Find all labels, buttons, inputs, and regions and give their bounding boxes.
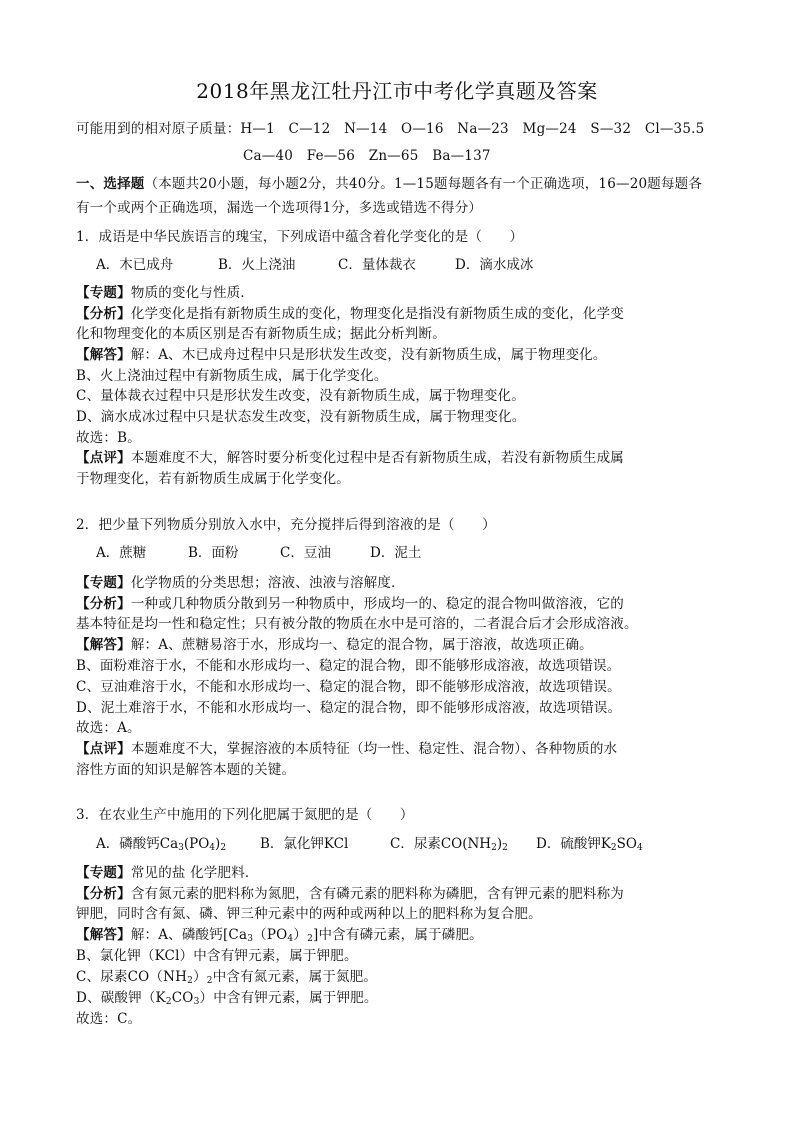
question-3-option-a: A．磷酸钙$Ca_3(PO_4)_2$ [96,836,227,853]
question-3-stem: 3．在农业生产中施用的下列化肥属于氮肥的是（ ） [76,807,414,823]
question-2-comment: 【点评】本题难度不大，掌握溶液的本质特征（均一性、稳定性、混合物）、各种物质的水 [76,741,618,757]
question-2-choice: 故选：A。 [76,720,141,736]
question-1-answer-b: B、火上浇油过程中有新物质生成，属于化学变化。 [76,368,388,384]
question-2-analysis: 【分析】一种或几种物质分散到另一种物质中，形成均一的、稳定的混合物叫做溶液，它的 [76,596,625,612]
question-2-answer-d: D、泥土难溶于水，不能和水形成均一、稳定的混合物，即不能够形成溶液，故选项错误。 [76,700,622,716]
question-1-stem: 1．成语是中华民族语言的瑰宝，下列成语中蕴含着化学变化的是（ ） [76,229,524,245]
question-3-option-c: C．尿素$CO(NH_2)_2$ [390,836,508,853]
question-1-analysis: 【分析】化学变化是指有新物质生成的变化，物理变化是指没有新物质生成的变化，化学变 [76,306,625,322]
question-1-answer-d: D、滴水成冰过程中只是状态发生改变，没有新物质生成，属于物理变化。 [76,409,526,425]
page-title: 2018年黑龙江牡丹江市中考化学真题及答案 [196,79,598,103]
question-1-option-a: A．木已成舟 [96,257,174,273]
question-2-answer-b: B、面粉难溶于水，不能和水形成均一、稳定的混合物，即不能够形成溶液，故选项错误。 [76,658,621,674]
question-1-topic: 【专题】物质的变化与性质． [76,285,255,301]
question-3-answer: 【解答】解：A、磷酸钙$[Ca_3(PO_4)_2]$中含有磷元素，属于磷肥。 [76,927,483,944]
question-3-analysis: 【分析】含有氮元素的肥料称为氮肥，含有磷元素的肥料称为磷肥，含有钾元素的肥料称为 [76,886,625,902]
question-2-option-a: A．蔗糖 [96,545,147,561]
question-2-option-b: B．面粉 [188,545,239,561]
question-2-answer-c: C、豆油难溶于水，不能和水形成均一、稳定的混合物，即不能够形成溶液，故选项错误。 [76,679,621,695]
question-3-topic: 【专题】常见的盐 化学肥料． [76,865,259,881]
question-1-comment-line-2: 于物理变化，若有新物质生成属于化学变化。 [76,471,350,487]
question-3-analysis-line-2: 钾肥，同时含有氮、磷、钾三种元素中的两种或两种以上的肥料称为复合肥。 [76,906,542,922]
question-3-option-b: B．氯化钾KCl [260,836,349,852]
question-3-answer-b: B、氯化钾（KCl）中含有钾元素，属于钾肥。 [76,948,358,964]
question-1-analysis-line-2: 化和物理变化的本质区别是否有新物质生成；据此分析判断。 [76,326,446,342]
question-1-option-b: B．火上浇油 [218,257,296,273]
question-1-option-c: C．量体裁衣 [338,257,416,273]
question-3-answer-d: D、碳酸钾$(K_2CO_3)$中含有钾元素，属于钾肥。 [76,990,378,1007]
question-3-choice: 故选：C。 [76,1011,142,1027]
question-2-comment-line-2: 溶性方面的知识是解答本题的关键。 [76,762,296,778]
question-1-comment: 【点评】本题难度不大，解答时要分析变化过程中是否有新物质生成，若没有新物质生成属 [76,450,625,466]
question-1-option-d: D．滴水成冰 [455,257,534,273]
section-heading: 一、选择题 [76,176,145,192]
question-3-answer-c: C、尿素$CO(NH_2)_2$中含有氮元素，属于氮肥。 [76,969,378,986]
question-1-answer-c: C、量体裁衣过程中只是形状发生改变，没有新物质生成，属于物理变化。 [76,388,525,404]
question-2-topic: 【专题】化学物质的分类思想；溶液、浊液与溶解度． [76,575,405,591]
question-1-choice: 故选：B。 [76,430,141,446]
atomic-masses-line-1: 可能用到的相对原子质量：H—1 C—12 N—14 O—16 Na—23 Mg—24 S—32 Cl—35.5 [76,121,705,137]
section-intro-text: （本题共20小题，每小题2分，共40分。1—15题每题各有一个正确选项，16—20题每题各 [144,176,703,192]
section-intro-line-2: 有一个或两个正确选项，漏选一个选项得1分，多选或错选不得分） [76,200,483,216]
question-2-stem: 2．把少量下列物质分别放入水中，充分搅拌后得到溶液的是（ ） [76,517,496,533]
question-1-answer: 【解答】解：A、木已成舟过程中只是形状发生改变，没有新物质生成，属于物理变化。 [76,347,607,363]
question-2-analysis-line-2: 基本特征是均一性和稳定性；只有被分散的物质在水中是可溶的，二者混合后才会形成溶液。 [76,616,638,632]
section-intro [76,174,702,194]
atomic-masses-line-2: Ca—40 Fe—56 Zn—65 Ba—137 [243,148,491,164]
question-3-option-d: D．硫酸钾$K_2SO_4$ [536,836,643,853]
question-2-answer: 【解答】解：A、蔗糖易溶于水，形成均一、稳定的混合物，属于溶液，故选项正确。 [76,637,593,653]
question-2-option-c: C．豆油 [280,545,331,561]
question-2-option-d: D．泥土 [370,545,422,561]
